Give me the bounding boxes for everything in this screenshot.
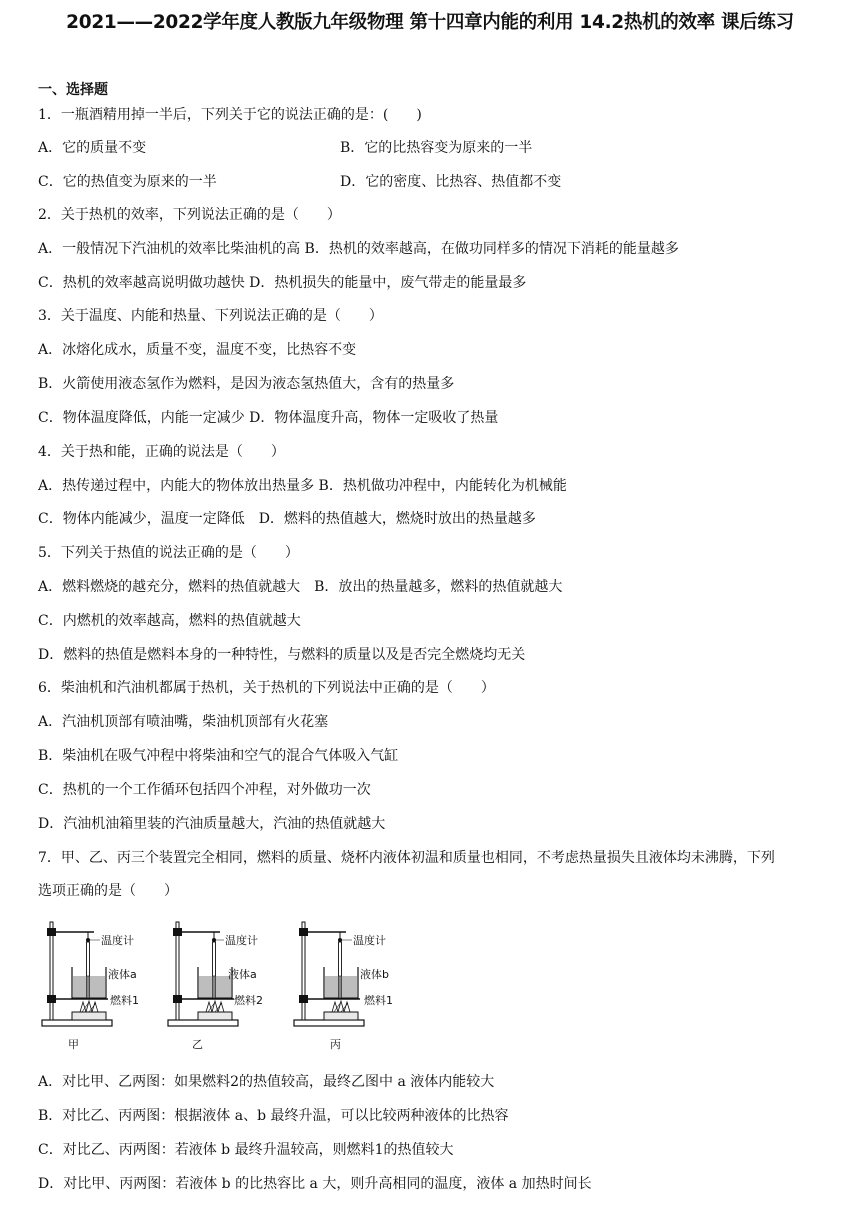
question-1-option-a: A．它的质量不变 <box>38 140 147 156</box>
question-6-option-c: C．热机的一个工作循环包括四个冲程，对外做功一次 <box>38 782 371 798</box>
setup-bing-liquid-label: 液体b <box>360 968 389 981</box>
setup-yi-caption: 乙 <box>192 1038 203 1051</box>
question-4-options-cd: C．物体内能减少，温度一定降低 D．燃料的热值越大，燃烧时放出的热量越多 <box>38 511 536 527</box>
question-7-option-b: B．对比乙、丙两图：根据液体 a、b 最终升温，可以比较两种液体的比热容 <box>38 1108 509 1124</box>
question-3-stem: 3．关于温度、内能和热量、下列说法正确的是（ ） <box>38 308 383 324</box>
question-1-option-d: D．它的密度、比热容、热值都不变 <box>340 174 562 190</box>
question-3-options-cd: C．物体温度降低，内能一定减少 D．物体温度升高，物体一定吸收了热量 <box>38 410 499 426</box>
setup-jia-fuel-label: 燃料1 <box>110 994 139 1007</box>
setup-jia-liquid-label: 液体a <box>108 968 137 981</box>
question-5-stem: 5．下列关于热值的说法正确的是（ ） <box>38 545 299 561</box>
setup-bing-fuel-label: 燃料1 <box>364 994 393 1007</box>
question-5-option-d: D．燃料的热值是燃料本身的一种特性，与燃料的质量以及是否完全燃烧均无关 <box>38 647 526 663</box>
setup-jia <box>42 922 139 1051</box>
question-2-options-ab: A．一般情况下汽油机的效率比柴油机的高 B．热机的效率越高，在做功同样多的情况下消耗的能量越多 <box>38 241 679 257</box>
setup-yi-fuel-label: 燃料2 <box>234 994 263 1007</box>
question-4-options-ab: A．热传递过程中，内能大的物体放出热量多 B．热机做功冲程中，内能转化为机械能 <box>38 478 567 494</box>
question-7-stem-line2: 选项正确的是（ ） <box>38 883 178 899</box>
setup-yi <box>168 922 263 1051</box>
question-1-option-c: C．它的热值变为原来的一半 <box>38 174 217 190</box>
question-5-options-ab: A．燃料燃烧的越充分，燃料的热值就越大 B．放出的热量越多，燃料的热值就越大 <box>38 579 563 595</box>
setup-yi-liquid-label: 液体a <box>228 968 257 981</box>
experiment-figure <box>38 912 398 1062</box>
question-3-option-a: A．冰熔化成水，质量不变，温度不变，比热容不变 <box>38 342 357 358</box>
question-7-option-c: C．对比乙、丙两图：若液体 b 最终升温较高，则燃料1的热值较大 <box>38 1142 454 1158</box>
setup-bing-thermometer-label: 温度计 <box>353 934 386 947</box>
question-7-option-d: D．对比甲、丙两图：若液体 b 的比热容比 a 大，则升高相同的温度，液体 a 加热时间长 <box>38 1176 592 1192</box>
setup-jia-caption: 甲 <box>68 1038 79 1051</box>
setup-bing-caption: 丙 <box>330 1038 341 1051</box>
question-6-option-b: B．柴油机在吸气冲程中将柴油和空气的混合气体吸入气缸 <box>38 748 399 764</box>
question-2-options-cd: C．热机的效率越高说明做功越快 D．热机损失的能量中，废气带走的能量最多 <box>38 275 527 291</box>
question-1-option-b: B．它的比热容变为原来的一半 <box>340 140 533 156</box>
section-heading: 一、选择题 <box>38 82 108 98</box>
question-2-stem: 2．关于热机的效率，下列说法正确的是（ ） <box>38 207 341 223</box>
question-1-stem: 1．一瓶酒精用掉一半后，下列关于它的说法正确的是：( ) <box>38 107 422 123</box>
question-6-stem: 6．柴油机和汽油机都属于热机，关于热机的下列说法中正确的是（ ） <box>38 680 495 696</box>
question-4-stem: 4．关于热和能，正确的说法是（ ） <box>38 444 285 460</box>
question-3-option-b: B．火箭使用液态氢作为燃料，是因为液态氢热值大，含有的热量多 <box>38 376 455 392</box>
question-6-option-d: D．汽油机油箱里装的汽油质量越大，汽油的热值就越大 <box>38 816 386 832</box>
setup-yi-thermometer-label: 温度计 <box>225 934 258 947</box>
page-title: 2021——2022学年度人教版九年级物理 第十四章内能的利用 14.2热机的效率 课后练习 <box>66 12 794 33</box>
question-7-stem-line1: 7．甲、乙、丙三个装置完全相同，燃料的质量、烧杯内液体初温和质量也相同，不考虑热量损失且液体均未沸腾，下列 <box>38 850 775 866</box>
question-7-option-a: A．对比甲、乙两图：如果燃料2的热值较高，最终乙图中 a 液体内能较大 <box>38 1074 495 1090</box>
question-6-option-a: A．汽油机顶部有喷油嘴，柴油机顶部有火花塞 <box>38 714 329 730</box>
question-5-option-c: C．内燃机的效率越高，燃料的热值就越大 <box>38 613 301 629</box>
setup-bing <box>294 922 393 1051</box>
setup-jia-thermometer-label: 温度计 <box>101 934 134 947</box>
